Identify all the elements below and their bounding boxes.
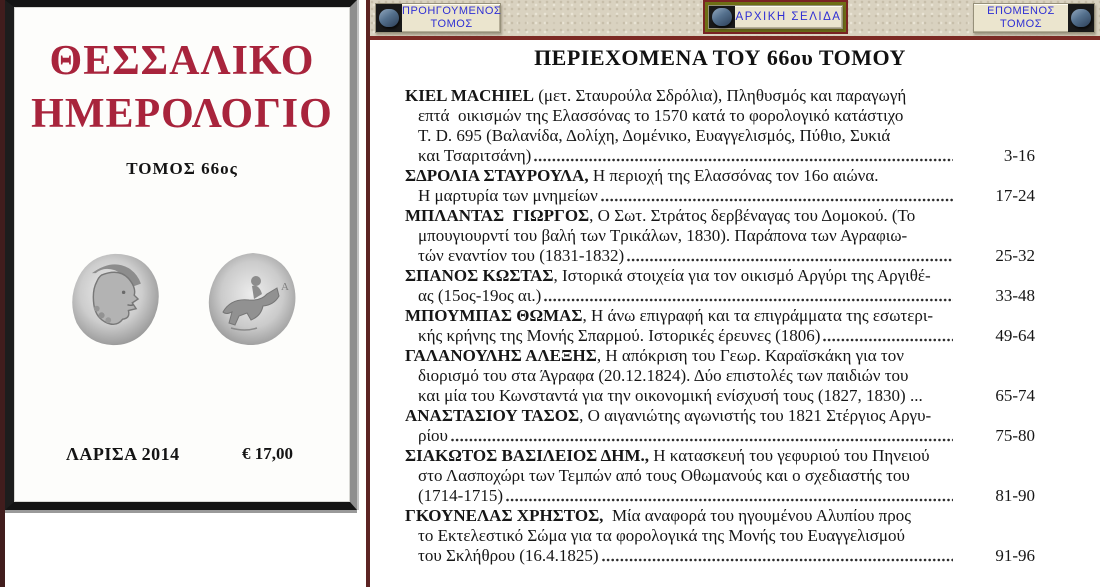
entry-line bbox=[405, 266, 1035, 286]
entry-line-text: ΣΙΑΚΩΤΟΣ ΒΑΣΙΛΕΙΟΣ ΔΗΜ., Η κατασκευή του γεφυριού του Πηνειού bbox=[405, 446, 930, 465]
cover-title bbox=[14, 35, 350, 141]
entry-line bbox=[405, 526, 1035, 546]
entry-line-text: κής κρήνης της Μονής Σπαρμού. Ιστορικές έρευνες (1806) bbox=[418, 326, 821, 345]
entry-line-text: ΣΠΑΝΟΣ ΚΩΣΤΑΣ, Ιστορικά στοιχεία για τον οικισμό Αργύρι της Αργιθέ- bbox=[405, 266, 931, 285]
entry-author: ΣΔΡΟΛΙΑ ΣΤΑΥΡΟΥΛΑ, bbox=[405, 166, 589, 185]
entry-line-text: (1714-1715) bbox=[418, 486, 503, 505]
entry-line bbox=[405, 206, 1035, 226]
entry-line bbox=[405, 286, 1035, 306]
dot-leader bbox=[544, 297, 953, 303]
entry-line-text: ΓΚΟΥΝΕΛΑΣ ΧΡΗΣΤΟΣ, Μία αναφορά του ηγουμένου Αλυπίου προς bbox=[405, 506, 911, 525]
cover-page bbox=[14, 7, 350, 502]
entry-line-text: T. D. 695 (Βαλανίδα, Δολίχη, Δομένικο, Ευαγγελισμός, Πύθιο, Συκιά bbox=[418, 126, 891, 145]
entry-line bbox=[405, 146, 1035, 166]
entry-author: ΓΚΟΥΝΕΛΑΣ ΧΡΗΣΤΟΣ, bbox=[405, 506, 604, 525]
prev-pill-icon bbox=[376, 4, 402, 32]
entry-line bbox=[405, 166, 1035, 186]
entry-line bbox=[405, 246, 1035, 266]
entry-line-text: το Εκτελεστικό Σώμα για τα φορολογικά της Μονής του Ευαγγελισμού bbox=[418, 526, 905, 545]
next-label-line1: ΕΠΟΜΕΝΟΣ bbox=[987, 5, 1055, 17]
page-range: 25-32 bbox=[995, 246, 1035, 265]
athena-coin-image bbox=[66, 252, 164, 348]
dot-leader bbox=[926, 397, 953, 403]
entry-line-text: τών εναντίον του (1831-1832) bbox=[418, 246, 625, 265]
entry-line bbox=[405, 386, 1035, 406]
toc-entry bbox=[405, 206, 1035, 266]
entry-line bbox=[405, 226, 1035, 246]
home-button-frame bbox=[703, 0, 848, 34]
price-label: € 17,00 bbox=[242, 444, 293, 463]
next-volume-label bbox=[974, 4, 1068, 32]
content-panel bbox=[370, 0, 1100, 587]
toc-entry bbox=[405, 506, 1035, 566]
home-button[interactable] bbox=[708, 5, 843, 29]
entry-line bbox=[405, 546, 1035, 566]
svg-text:Α: Α bbox=[281, 281, 289, 293]
entry-line-text: του Σκλήθρου (16.4.1825) bbox=[418, 546, 599, 565]
toc-entry bbox=[405, 406, 1035, 446]
entry-author: ΜΠΛΑΝΤΑΣ ΓΙΩΡΓΟΣ bbox=[405, 206, 590, 225]
next-label-line2: ΤΟΜΟΣ bbox=[999, 18, 1043, 30]
page-range: 75-80 bbox=[995, 426, 1035, 445]
toc-entry bbox=[405, 306, 1035, 346]
book-cover-panel bbox=[0, 0, 366, 587]
dot-leader bbox=[602, 557, 953, 563]
next-volume-button[interactable] bbox=[973, 3, 1095, 33]
page-range: 65-74 bbox=[995, 386, 1035, 405]
prev-volume-button[interactable] bbox=[375, 3, 501, 33]
entry-line-text: Η μαρτυρία των μνημείων bbox=[418, 186, 598, 205]
toc-entry bbox=[405, 86, 1035, 166]
entry-line-text: ΓΑΛΑΝΟΥΛΗΣ ΑΛΕΞΗΣ, Η απόκριση του Γεωρ. Καραϊσκάκη για τον bbox=[405, 346, 904, 365]
prev-label-line2: ΤΟΜΟΣ bbox=[430, 18, 473, 30]
entry-author: ΑΝΑΣΤΑΣΙΟΥ ΤΑΣΟΣ bbox=[405, 406, 580, 425]
entry-author: ΓΑΛΑΝΟΥΛΗΣ ΑΛΕΞΗΣ bbox=[405, 346, 597, 365]
prev-label-line1: ΠΡΟΗΓΟΥΜΕΝΟΣ bbox=[402, 5, 502, 17]
entry-line-text: μπουγιουρντί του βαλή των Τρικάλων, 1830). Παράπονα των Αγραφιω- bbox=[418, 226, 908, 245]
page-range: 49-64 bbox=[995, 326, 1035, 345]
entry-line bbox=[405, 86, 1035, 106]
entry-line-text: ΜΠΛΑΝΤΑΣ ΓΙΩΡΓΟΣ, Ο Σωτ. Στράτος δερβέναγας του Δομοκού. (Το bbox=[405, 206, 916, 225]
entry-line-text: και Τσαριτσάνη) bbox=[418, 146, 532, 165]
page-range: 91-96 bbox=[995, 546, 1035, 565]
volume-label: ΤΟΜΟΣ 66ος bbox=[126, 159, 238, 178]
entry-line bbox=[405, 186, 1035, 206]
dot-leader bbox=[506, 497, 953, 503]
entry-line-text: και μία του Κωνσταντά για την οικονομική ενίσχυσή τους (1827, 1830) ... bbox=[418, 386, 923, 405]
prev-volume-label bbox=[402, 4, 501, 32]
toc-entry bbox=[405, 266, 1035, 306]
cover-scan-image bbox=[5, 0, 357, 510]
entry-line-text: ΑΝΑΣΤΑΣΙΟΥ ΤΑΣΟΣ, Ο αιγανιώτης αγωνιστής του 1821 Στέργιος Αργυ- bbox=[405, 406, 932, 425]
home-label: ΑΡΧΙΚΗ ΣΕΛΙΔΑ bbox=[735, 10, 842, 23]
entry-line-text: ΜΠΟΥΜΠΑΣ ΘΩΜΑΣ, Η άνω επιγραφή και τα επιγράμματα της εσωτερι- bbox=[405, 306, 934, 325]
toc-entry bbox=[405, 166, 1035, 206]
dot-leader bbox=[601, 197, 953, 203]
entry-line bbox=[405, 406, 1035, 426]
entry-line bbox=[405, 326, 1035, 346]
entry-line-text: KIEL MACHIEL (μετ. Σταυρούλα Σδρόλια), Πληθυσμός και παραγωγή bbox=[405, 86, 907, 105]
toc-entries bbox=[405, 86, 1035, 566]
entry-author: ΣΠΑΝΟΣ ΚΩΣΤΑΣ bbox=[405, 266, 554, 285]
entry-line bbox=[405, 426, 1035, 446]
nav-bar bbox=[370, 0, 1100, 40]
toc-entry bbox=[405, 446, 1035, 506]
entry-line bbox=[405, 106, 1035, 126]
entry-line-text: επτά οικισμών της Ελασσόνας το 1570 κατά το φορολογικό κατάστιχο bbox=[418, 106, 904, 125]
page-range: 33-48 bbox=[995, 286, 1035, 305]
entry-line-text: ΣΔΡΟΛΙΑ ΣΤΑΥΡΟΥΛΑ, Η περιοχή της Ελασσόνας τον 16ο αιώνα. bbox=[405, 166, 879, 185]
dot-leader bbox=[451, 437, 953, 443]
entry-line bbox=[405, 126, 1035, 146]
dot-leader bbox=[823, 337, 953, 343]
entry-line bbox=[405, 506, 1035, 526]
page-range: 81-90 bbox=[995, 486, 1035, 505]
cover-title-line2: ΗΜΕΡΟΛΟΓΙΟ bbox=[31, 91, 333, 137]
toc-entry bbox=[405, 346, 1035, 406]
page-range: 3-16 bbox=[1003, 146, 1035, 165]
horseman-coin-image bbox=[200, 250, 302, 350]
entry-author: KIEL MACHIEL bbox=[405, 86, 534, 105]
entry-line-text: ρίου bbox=[418, 426, 448, 445]
entry-line-text: στο Λασποχώρι των Τεμπών από τους Οθωμανούς και ο σχεδιαστής του bbox=[418, 466, 910, 485]
entry-line-text: διορισμό του στα Άγραφα (20.12.1824). Δύο επιστολές των παιδιών του bbox=[418, 366, 909, 385]
entry-line bbox=[405, 346, 1035, 366]
entry-line bbox=[405, 446, 1035, 466]
home-pill-icon bbox=[709, 6, 735, 28]
entry-author: ΜΠΟΥΜΠΑΣ ΘΩΜΑΣ bbox=[405, 306, 583, 325]
page-range: 17-24 bbox=[995, 186, 1035, 205]
entry-line bbox=[405, 486, 1035, 506]
next-pill-icon bbox=[1068, 4, 1094, 32]
dot-leader bbox=[534, 157, 953, 163]
place-year-label: ΛΑΡΙΣΑ 2014 bbox=[66, 444, 180, 464]
entry-line-text: ας (15ος-19ος αι.) bbox=[418, 286, 542, 305]
dot-leader bbox=[627, 257, 953, 263]
toc-heading: ΠΕΡΙΕΧΟΜΕΝΑ ΤΟΥ 66ου ΤΟΜΟΥ bbox=[534, 45, 906, 70]
cover-title-line1: ΘΕΣΣΑΛΙΚΟ bbox=[49, 38, 315, 84]
entry-author: ΣΙΑΚΩΤΟΣ ΒΑΣΙΛΕΙΟΣ ΔΗΜ., bbox=[405, 446, 650, 465]
entry-line bbox=[405, 306, 1035, 326]
entry-line bbox=[405, 466, 1035, 486]
entry-line bbox=[405, 366, 1035, 386]
